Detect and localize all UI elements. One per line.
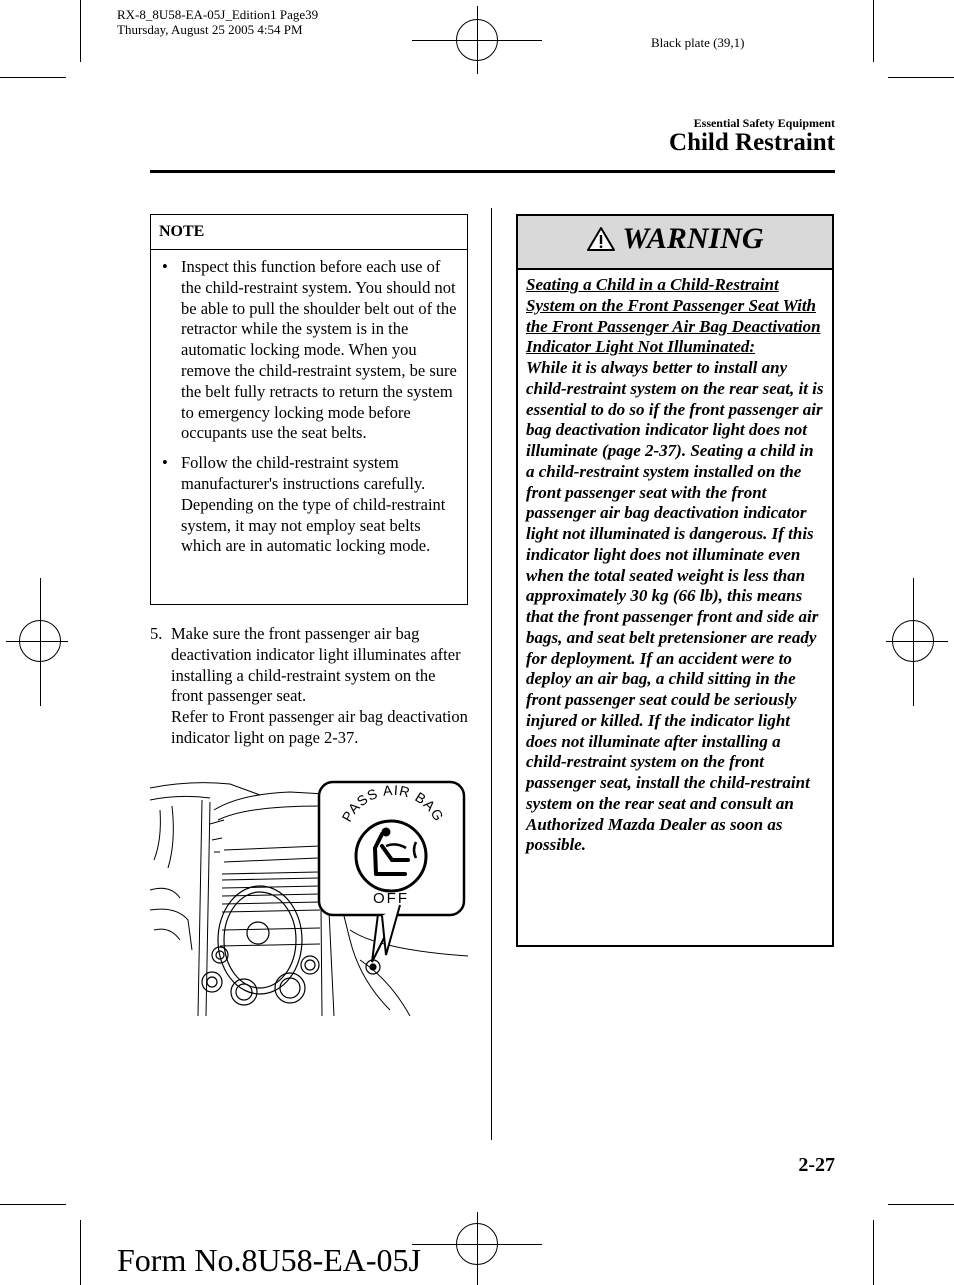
meta-line-1: RX-8_8U58-EA-05J_Edition1 Page39	[117, 7, 319, 22]
print-meta	[117, 7, 318, 37]
header-rule	[150, 170, 835, 173]
airbag-off-label: OFF	[373, 890, 409, 907]
page-number: 2-27	[798, 1154, 835, 1176]
column-divider	[491, 208, 492, 1140]
plate-label: Black plate (39,1)	[651, 35, 745, 50]
instruction-step	[150, 624, 468, 749]
form-number: Form No.8U58-EA-05J	[117, 1242, 421, 1278]
meta-line-2: Thursday, August 25 2005 4:54 PM	[117, 22, 303, 37]
airbag-arc-label: PASS AIR BAG	[338, 781, 448, 825]
page-title: Child Restraint	[669, 129, 835, 156]
warning-triangle-icon	[586, 226, 616, 252]
warning-header	[518, 216, 832, 270]
section-label: Essential Safety Equipment	[693, 116, 835, 130]
warning-subheading: Seating a Child in a Child-Restraint System on the Front Passenger Seat With the Front Passenger Air Bag Deactivation Indicator Light Not Illuminated:	[526, 275, 821, 357]
note-item: • Inspect this function before each use of the child-restraint system. You should not be able to pull the shoulder belt out of the retractor while the system is in the automatic locking mode. When you remove the child-restraint system, be sure the belt fully retracts to return the system to emergency locking mode before occupants use the seat belts.	[159, 257, 461, 444]
note-list	[151, 250, 467, 557]
warning-title: WARNING	[622, 222, 764, 255]
note-item: • Follow the child-restraint system manufacturer's instructions carefully. Depending on the type of child-restraint system, it may not employ seat belts which are in automatic locking mode.	[159, 453, 461, 557]
dashboard-illustration	[150, 780, 468, 1018]
warning-box	[516, 214, 834, 947]
note-box	[150, 214, 468, 605]
note-heading: NOTE	[151, 215, 467, 250]
step-number: 5.	[150, 624, 163, 643]
step-text: Make sure the front passenger air bag deactivation indicator light illuminates after installing a child-restraint system on the front passenger seat.	[171, 624, 461, 706]
step-reference: Refer to Front passenger air bag deactivation indicator light on page 2-37.	[171, 707, 468, 747]
warning-body: While it is always better to install any child-restraint system on the rear seat, it is essential to do so if the front passenger air bag deactivation indicator light does not illuminate (page 2-37). Seating a child in a child-restraint system installed on the front passenger seat with the front passenger air bag deactivation indicator light not illuminated is dangerous. If this indicator light does not illuminate even when the total seated weight is less than approximately 30 kg (66 lb), this means that the front passenger front and side air bags, and seat belt pretensioner are ready for deployment. If an accident were to deploy an air bag, a child sitting in the front passenger seat could be seriously injured or killed. If the indicator light does not illuminate after installing a child-restraint system on the front passenger seat, install the child-restraint system on the rear seat and consult an Authorized Mazda Dealer as soon as possible.	[526, 358, 824, 855]
